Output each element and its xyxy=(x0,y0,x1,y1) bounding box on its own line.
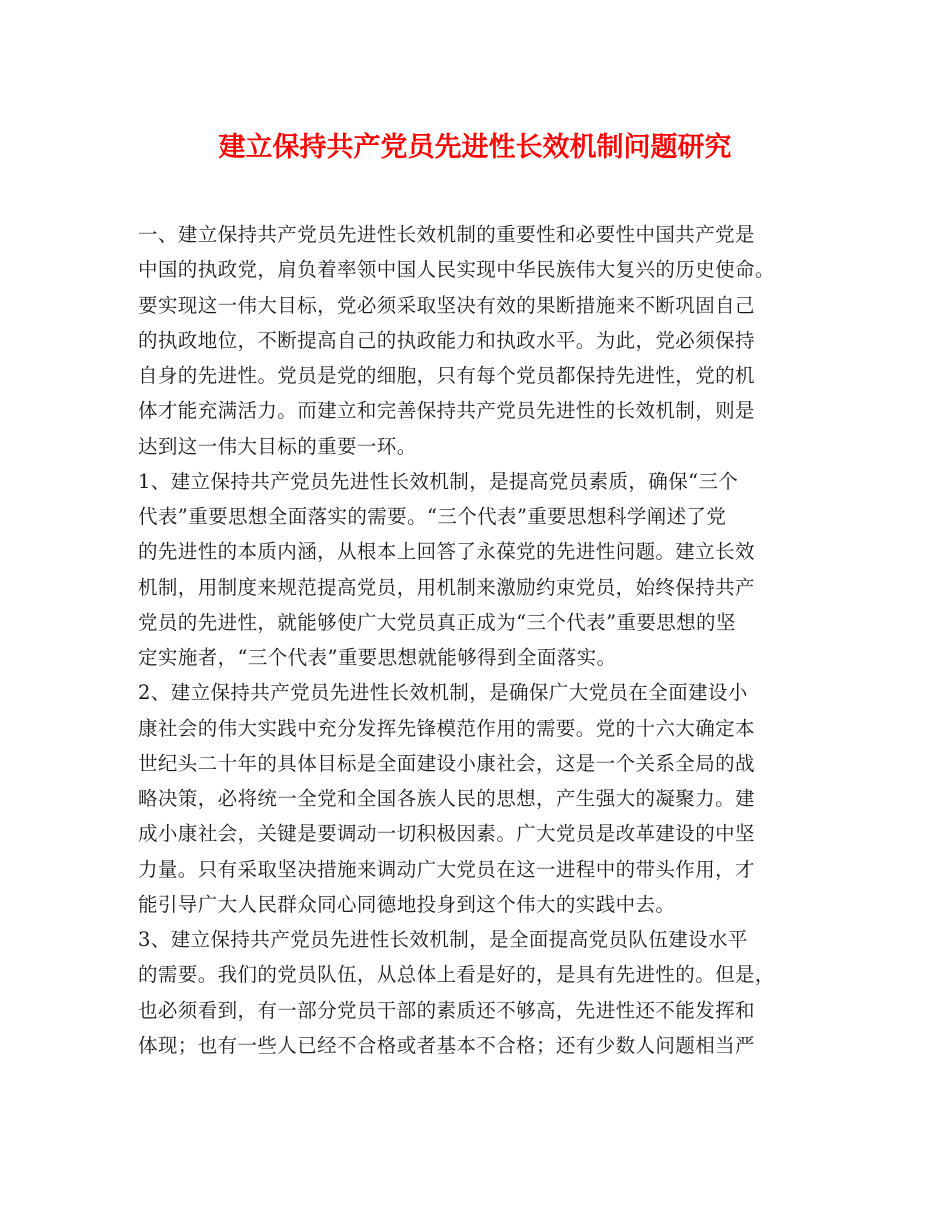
text-line: 力量。只有采取坚决措施来调动广大党员在这一进程中的带头作用，才 xyxy=(138,857,755,881)
text-line: 自身的先进性。党员是党的细胞，只有每个党员都保持先进性，党的机 xyxy=(138,364,755,387)
text-line: 定实施者，“三个代表”重要思想就能够得到全面落实。 xyxy=(138,646,617,669)
document-title: 建立保持共产党员先进性长效机制问题研究 xyxy=(218,132,732,163)
text-line: 的先进性的本质内涵，从根本上回答了永葆党的先进性问题。建立长效 xyxy=(138,540,755,564)
text-line: 能引导广大人民群众同心同德地投身到这个伟大的实践中去。 xyxy=(138,892,676,916)
text-line: 康社会的伟大实践中充分发挥先锋模范作用的需要。党的十六大确定本 xyxy=(138,716,755,740)
text-line: 达到这一伟大目标的重要一环。 xyxy=(138,434,417,458)
text-line: 代表”重要思想全面落实的需要。“三个代表”重要思想科学阐述了党 xyxy=(138,505,727,528)
text-line: 中国的执政党，肩负着率领中国人民实现中华民族伟大复兴的历史使命。 xyxy=(138,258,775,282)
text-line: 也必须看到，有一部分党员干部的素质还不够高，先进性还不能发挥和 xyxy=(138,998,755,1022)
text-line: 的需要。我们的党员队伍，从总体上看是好的，是具有先进性的。但是， xyxy=(138,963,775,987)
text-line: 体才能充满活力。而建立和完善保持共产党员先进性的长效机制，则是 xyxy=(138,399,755,423)
text-line: 体现；也有一些人已经不合格或者基本不合格；还有少数人问题相当严 xyxy=(138,1033,755,1057)
text-line: 3、建立保持共产党员先进性长效机制，是全面提高党员队伍建设水平 xyxy=(138,928,748,951)
text-line: 2、建立保持共产党员先进性长效机制，是确保广大党员在全面建设小 xyxy=(138,681,748,705)
text-line: 世纪头二十年的具体目标是全面建设小康社会，这是一个关系全局的战 xyxy=(138,751,755,775)
text-line: 机制，用制度来规范提高党员，用机制来激励约束党员，始终保持共产 xyxy=(138,575,755,599)
text-line: 1、建立保持共产党员先进性长效机制，是提高党员素质，确保“三个 xyxy=(138,469,739,493)
text-line: 要实现这一伟大目标，党必须采取坚决有效的果断措施来不断巩固自己 xyxy=(138,293,755,317)
text-line: 一、建立保持共产党员先进性长效机制的重要性和必要性中国共产党是 xyxy=(138,223,755,246)
text-line: 党员的先进性，就能够使广大党员真正成为“三个代表”重要思想的坚 xyxy=(138,610,736,634)
text-line: 略决策，必将统一全党和全国各族人民的思想，产生强大的凝聚力。建 xyxy=(138,787,755,810)
text-line: 成小康社会，关键是要调动一切积极因素。广大党员是改革建设的中坚 xyxy=(138,822,755,846)
text-line: 的执政地位，不断提高自己的执政能力和执政水平。为此，党必须保持 xyxy=(138,328,755,352)
document-body xyxy=(138,217,822,1063)
